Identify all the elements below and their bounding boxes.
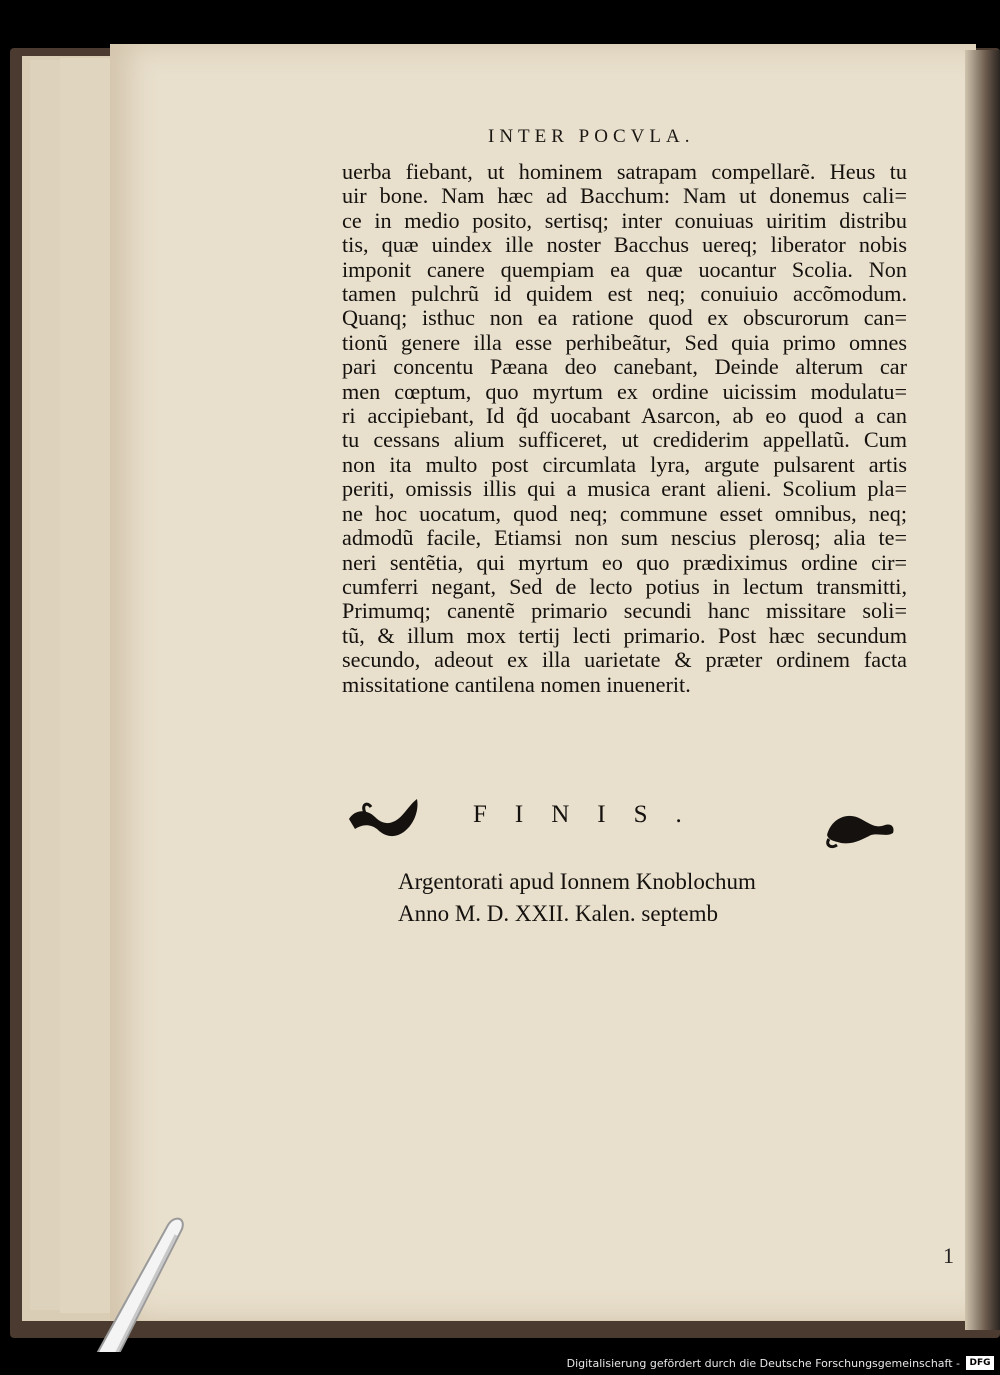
text-line: non ita multo post circumlata lyra, argute pulsarent artis: [342, 451, 907, 477]
text-line: missitatione cantilena nomen inuenerit.: [342, 671, 691, 697]
text-line: tis, quæ uindex ille noster Bacchus uereq; liberator nobis: [342, 232, 907, 258]
finis-heading: FINIS.: [473, 801, 710, 828]
text-line: tũ, & illum mox tertij lecti primario. Post hæc secundum: [342, 622, 907, 648]
text-line: ne hoc uocatum, quod neq; commune esset omnibus, neq;: [342, 500, 907, 526]
running-head: INTER POCVLA.: [488, 126, 695, 147]
text-line: imponit canere quempiam ea quæ uocantur Scolia. Non: [342, 256, 907, 282]
text-line: ce in medio posito, sertisq; inter conuiuas uiritim distribu: [342, 207, 907, 233]
dfg-logo: DFG: [966, 1356, 994, 1370]
footer-credit: Digitalisierung gefördert durch die Deutsche Forschungsgemeinschaft -: [566, 1357, 960, 1370]
text-line: neri sentẽtia, qui myrtum eo quo prædiximus ordine cir=: [342, 549, 907, 575]
text-line: pari concentu Pæana deo canebant, Deinde alterum car: [342, 354, 907, 380]
finis-row: [345, 795, 905, 855]
text-line: Quanq; isthuc non ea ratione quod ex obscurorum can=: [342, 305, 907, 331]
text-line: uerba fiebant, ut hominem satrapam compellarẽ. Heus tu: [342, 159, 907, 184]
colophon-line-1: Argentorati apud Ionnem Knoblochum: [398, 869, 756, 894]
text-line: tu cessans alium sufficeret, ut crediderim appellatũ. Cum: [342, 427, 907, 453]
text-line: tamen pulchrũ id quidem est neq; conuiuio accõmodum.: [342, 281, 907, 307]
page-number: 1: [943, 1243, 954, 1268]
colophon-line-2: Anno M. D. XXII. Kalen. septemb: [398, 901, 719, 926]
text-line: uir bone. Nam hæc ad Bacchum: Nam ut donemus cali=: [342, 183, 907, 209]
footer-bar: [0, 1352, 1000, 1375]
colophon: [398, 866, 818, 930]
leaf-ornament-left-icon: [345, 795, 425, 845]
text-line: ri accipiebant, Id q̃d uocabant Asarcon, ab eo quod a can: [342, 403, 907, 429]
main-text: [342, 160, 907, 697]
text-line: Primumq; canentẽ primario secundi hanc missitare soli=: [342, 598, 907, 624]
bookmark-clip-icon: [68, 1205, 208, 1375]
text-line: secundo, adeout ex illa uarietate & præter ordinem facta: [342, 647, 907, 673]
text-line: tionũ genere illa esse perhibeãtur, Sed quia primo omnes: [342, 329, 907, 355]
text-line: men cœptum, quo myrtum ex ordine uicissim modulatu=: [342, 378, 907, 404]
facing-page-edge: [965, 50, 1000, 1330]
text-line: periti, omissis illis qui a musica erant alieni. Scolium pla=: [342, 476, 907, 502]
text-line: cumferri negant, Sed de lecto potius in lectum transmitti,: [342, 573, 907, 599]
text-line: admodũ facile, Etiamsi non sum nescius plerosq; alia te=: [342, 525, 907, 551]
leaf-ornament-right-icon: [823, 805, 898, 850]
